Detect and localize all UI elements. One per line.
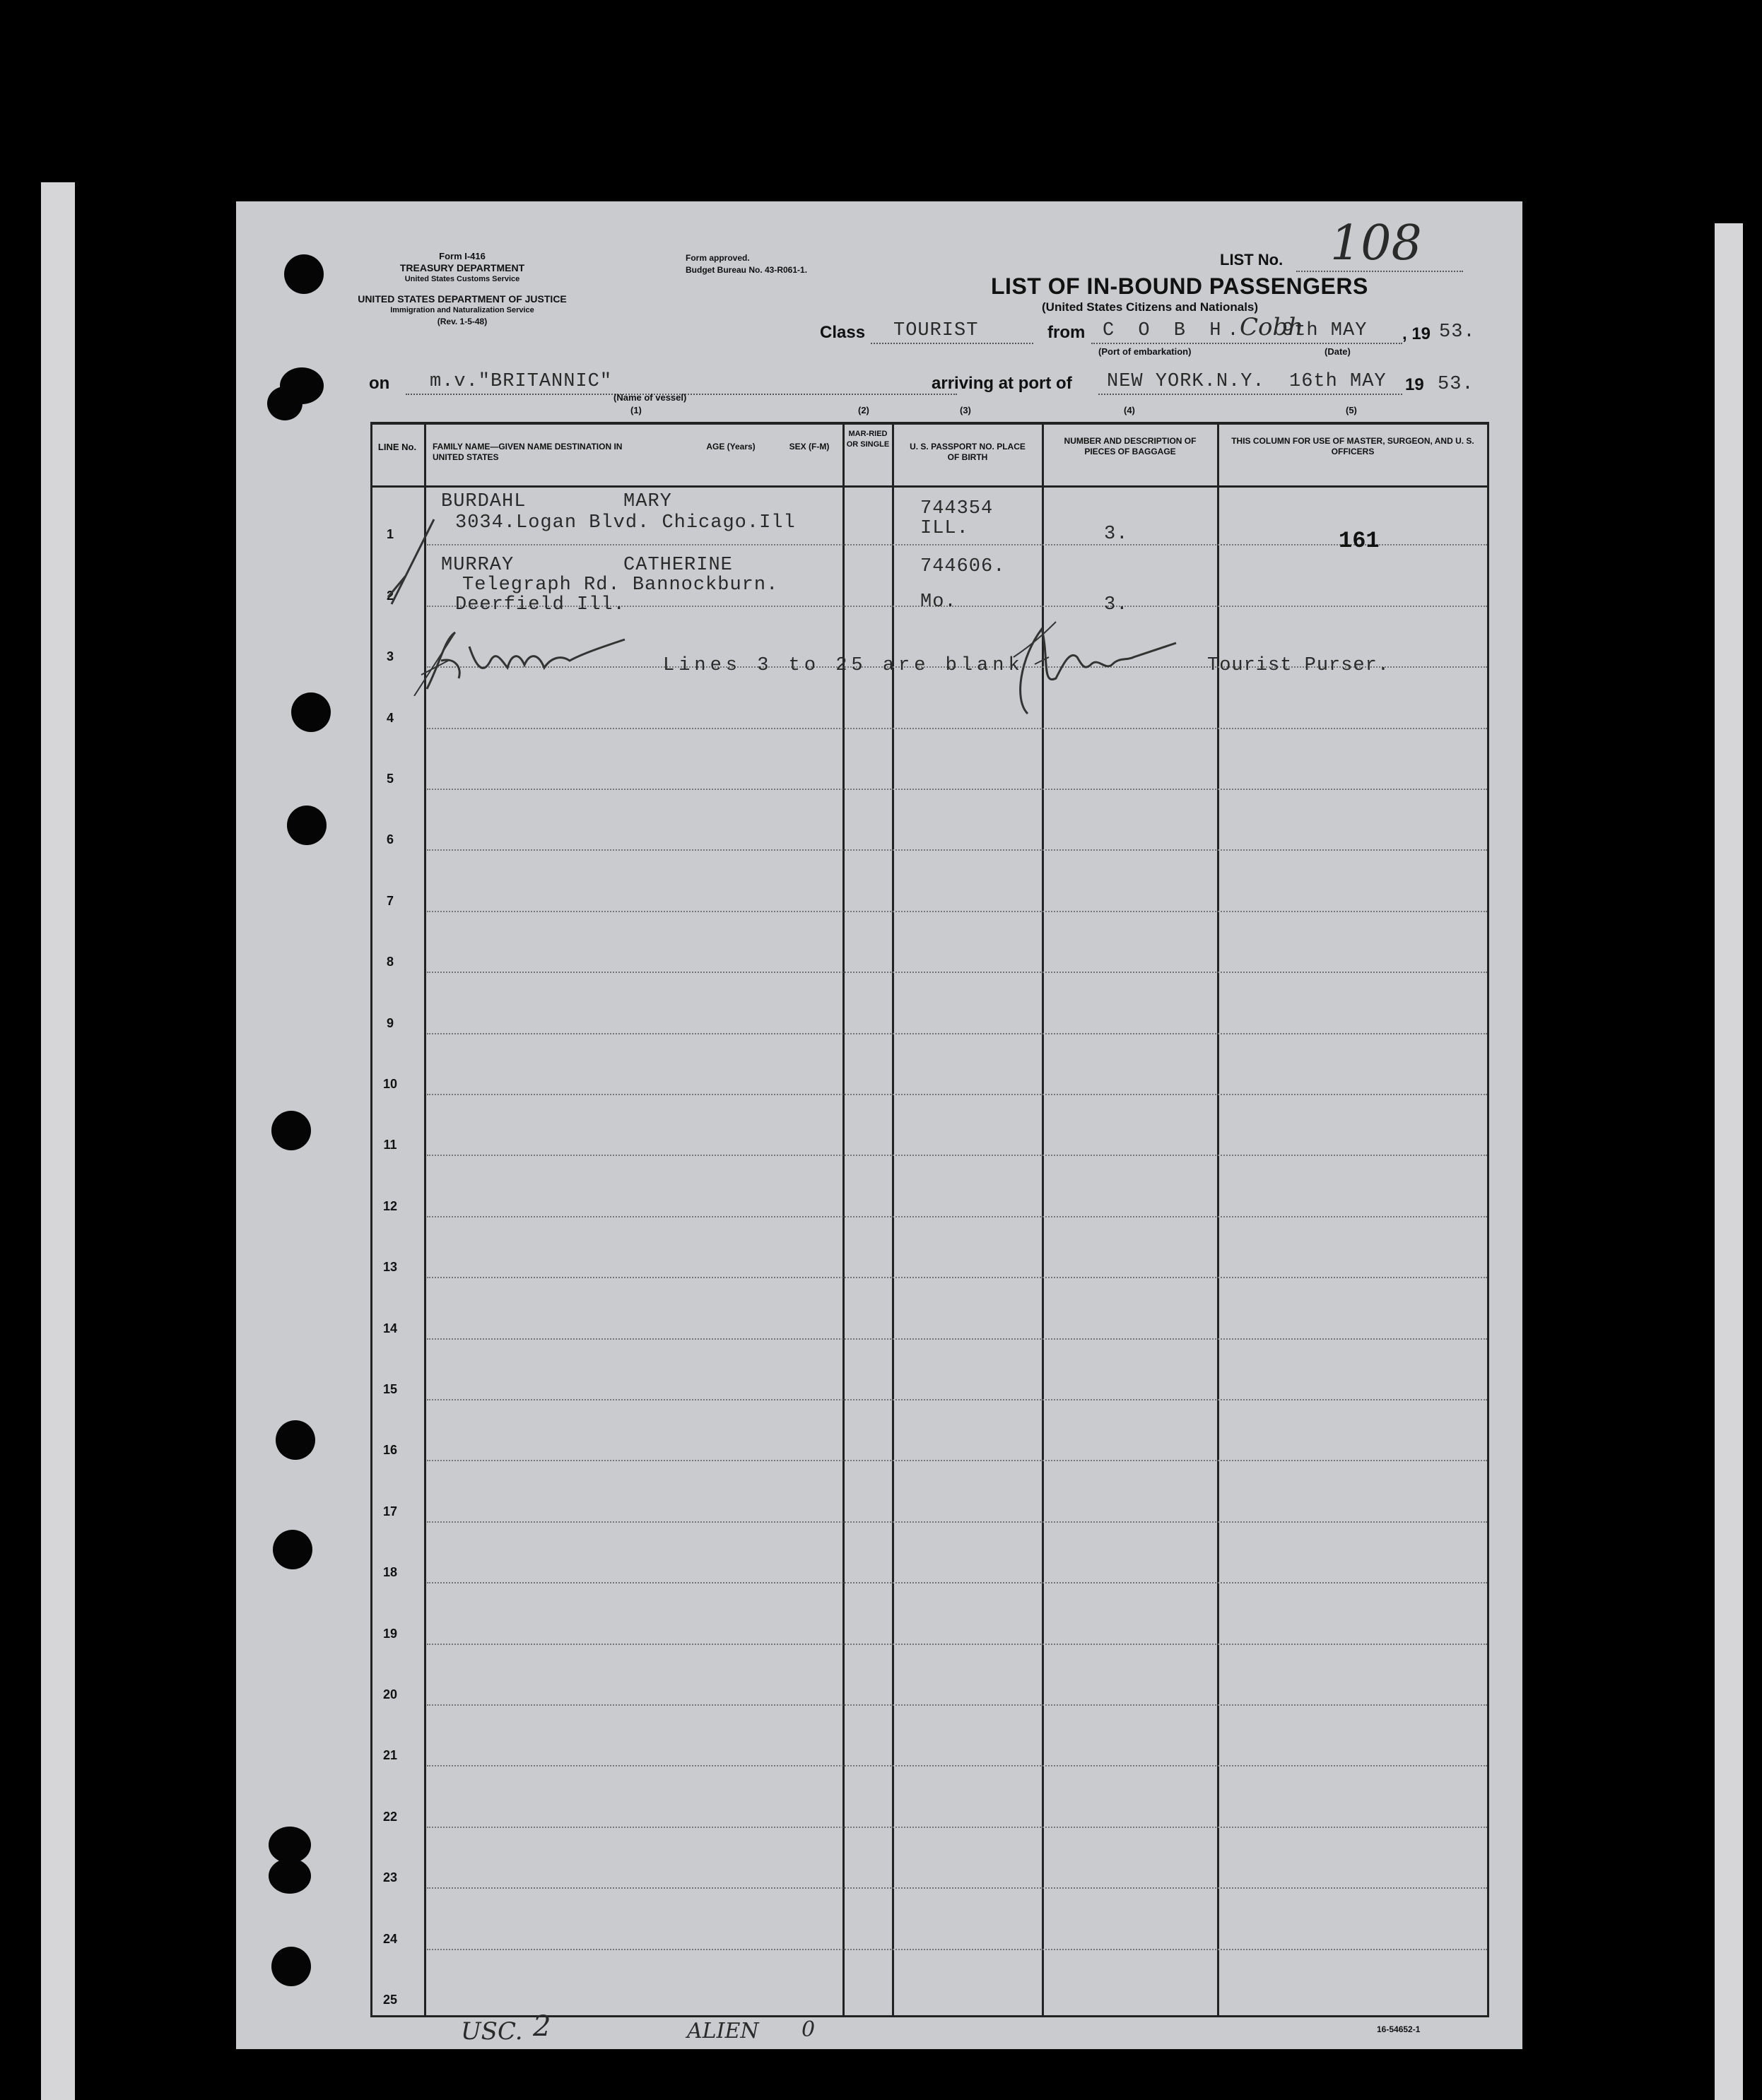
form-number: Form I-416 bbox=[439, 251, 486, 261]
row-divider bbox=[427, 1033, 1487, 1034]
passenger-2-passport: 744606. bbox=[920, 556, 1006, 577]
line-number: 24 bbox=[382, 1931, 398, 1946]
justice-department: UNITED STATES DEPARTMENT OF JUSTICE bbox=[358, 293, 567, 305]
vessel-name: m.v."BRITANNIC" bbox=[430, 371, 613, 392]
line-number: 14 bbox=[382, 1321, 398, 1335]
line-number: 13 bbox=[382, 1260, 398, 1275]
row-divider bbox=[427, 728, 1487, 729]
from-underline bbox=[1091, 343, 1402, 344]
header-baggage: NUMBER AND DESCRIPTION OF PIECES OF BAGGAGE bbox=[1064, 436, 1197, 456]
punch-hole bbox=[284, 254, 324, 294]
port-underline bbox=[1098, 394, 1402, 395]
arriving-label: arriving at port of bbox=[932, 374, 1072, 393]
line-number: 1 bbox=[386, 527, 394, 542]
row-divider bbox=[427, 1521, 1487, 1523]
print-code: 16-54652-1 bbox=[1377, 2024, 1421, 2034]
blank-lines-note: Lines 3 to 25 are blank bbox=[663, 655, 1024, 676]
treasury-department: TREASURY DEPARTMENT bbox=[399, 262, 525, 273]
line-number: 16 bbox=[382, 1443, 398, 1458]
row-divider bbox=[427, 1277, 1487, 1278]
line-number: 6 bbox=[386, 832, 394, 847]
film-strip-left bbox=[41, 182, 75, 2100]
passenger-list-page bbox=[236, 201, 1522, 2049]
line-number: 15 bbox=[382, 1382, 398, 1396]
footer-alien-label: ALIEN bbox=[687, 2019, 759, 2043]
punch-hole bbox=[291, 692, 331, 732]
officer-signature bbox=[992, 615, 1190, 721]
passenger-1-passport: 744354 bbox=[920, 498, 994, 519]
punch-hole bbox=[271, 1111, 311, 1150]
punch-hole bbox=[273, 1530, 312, 1569]
from-value: C O B H. bbox=[1103, 320, 1245, 341]
line-number: 25 bbox=[382, 1993, 398, 2007]
form-subtitle: (United States Citizens and Nationals) bbox=[1042, 300, 1259, 314]
line-number: 23 bbox=[382, 1870, 398, 1885]
header-line-no: LINE No. bbox=[377, 442, 417, 452]
line-number: 7 bbox=[386, 893, 394, 908]
line-number: 22 bbox=[382, 1809, 398, 1824]
line-number: 10 bbox=[382, 1077, 398, 1091]
justice-block bbox=[356, 293, 568, 327]
row-divider bbox=[427, 789, 1487, 790]
row-divider bbox=[427, 1582, 1487, 1583]
row-divider bbox=[427, 972, 1487, 973]
passenger-1-destination: 3034.Logan Blvd. Chicago.Ill bbox=[455, 512, 796, 533]
film-strip-right bbox=[1715, 223, 1743, 2100]
row-divider bbox=[427, 1094, 1487, 1095]
vessel-column-number: (1) bbox=[630, 405, 642, 415]
footer-alien-count: 0 bbox=[801, 2017, 816, 2042]
departure-date: 9th MAY bbox=[1282, 320, 1368, 341]
class-label: Class bbox=[820, 323, 866, 342]
line-number: 8 bbox=[386, 955, 394, 969]
passenger-2-destination-1: Telegraph Rd. Bannockburn. bbox=[462, 574, 779, 596]
line-number: 2 bbox=[386, 588, 394, 603]
row-divider bbox=[427, 1827, 1487, 1828]
purser-title: Tourist Purser. bbox=[1207, 655, 1390, 676]
line-number: 5 bbox=[386, 772, 394, 786]
row-divider bbox=[427, 1155, 1487, 1156]
line-number: 11 bbox=[383, 1138, 397, 1152]
table-right-border bbox=[1487, 422, 1489, 2017]
line-number: 19 bbox=[382, 1626, 398, 1641]
punch-hole bbox=[276, 1420, 315, 1460]
purser-signature bbox=[413, 618, 639, 696]
year-prefix: , 19 bbox=[1402, 324, 1431, 343]
line-number: 21 bbox=[382, 1748, 398, 1763]
header-name: FAMILY NAME—GIVEN NAME DESTINATION IN UNITED STATES bbox=[433, 442, 623, 462]
list-no-label: LIST No. bbox=[1220, 251, 1284, 269]
punch-hole bbox=[269, 1858, 311, 1894]
class-value: TOURIST bbox=[893, 320, 979, 341]
row-divider bbox=[427, 544, 1487, 545]
punch-hole bbox=[271, 1947, 311, 1986]
line-number: 12 bbox=[382, 1198, 398, 1213]
budget-bureau: Budget Bureau No. 43-R061-1. bbox=[686, 265, 808, 275]
row-divider bbox=[427, 1765, 1487, 1766]
form-approved: Form approved. bbox=[686, 253, 750, 263]
passenger-1-baggage: 3. bbox=[1104, 524, 1129, 545]
form-title: LIST OF IN-BOUND PASSENGERS bbox=[991, 273, 1368, 299]
row-divider bbox=[427, 1887, 1487, 1889]
header-married: MAR-RIED OR SINGLE bbox=[846, 430, 890, 449]
passenger-1-name: BURDAHL MARY bbox=[441, 491, 672, 512]
col-number-2: (2) bbox=[858, 405, 869, 415]
arrival-date: 16th MAY bbox=[1289, 371, 1387, 392]
passenger-2-name: MURRAY CATHERINE bbox=[441, 555, 733, 576]
passenger-1-birthplace: ILL. bbox=[920, 518, 969, 539]
footer-usc-count: 2 bbox=[533, 2010, 551, 2043]
on-label: on bbox=[369, 374, 390, 393]
row-divider bbox=[427, 1460, 1487, 1461]
row-divider bbox=[427, 1949, 1487, 1950]
header-passport: U. S. PASSPORT NO. PLACE OF BIRTH bbox=[910, 442, 1026, 462]
row-divider bbox=[427, 1399, 1487, 1400]
approval-block bbox=[686, 252, 807, 276]
customs-service: United States Customs Service bbox=[404, 275, 520, 283]
row-divider bbox=[427, 1338, 1487, 1340]
passenger-1-officer-note: 161 bbox=[1339, 528, 1380, 554]
punch-hole bbox=[287, 806, 327, 845]
line-number: 4 bbox=[386, 710, 394, 725]
passenger-2-baggage: 3. bbox=[1104, 594, 1129, 615]
row-divider bbox=[427, 911, 1487, 912]
line-number: 20 bbox=[382, 1687, 398, 1701]
row-divider bbox=[427, 1644, 1487, 1645]
col-number-5: (5) bbox=[1346, 405, 1357, 415]
line-number: 3 bbox=[386, 649, 394, 664]
header-sex: SEX (F-M) bbox=[789, 442, 830, 452]
check-mark bbox=[384, 512, 441, 611]
arrival-port: NEW YORK.N.Y. bbox=[1107, 371, 1265, 392]
class-underline bbox=[871, 343, 1033, 344]
vessel-caption: (Name of vessel) bbox=[613, 392, 687, 403]
ins-service: Immigration and Naturalization Service bbox=[390, 306, 534, 314]
form-header-block bbox=[342, 251, 582, 285]
arrival-year-value: 53. bbox=[1438, 374, 1474, 395]
date-caption: (Date) bbox=[1325, 346, 1351, 357]
year-value: 53. bbox=[1439, 322, 1476, 343]
punch-hole bbox=[267, 387, 303, 420]
col-number-3: (3) bbox=[960, 405, 971, 415]
header-officers: THIS COLUMN FOR USE OF MASTER, SURGEON, AND U. S. OFFICERS bbox=[1231, 436, 1474, 456]
row-divider bbox=[427, 1216, 1487, 1217]
list-no-value: 108 bbox=[1330, 216, 1422, 271]
header-age: AGE (Years) bbox=[706, 442, 756, 452]
header-bottom-border bbox=[370, 485, 1487, 488]
table-top-border bbox=[370, 422, 1487, 425]
line-number: 18 bbox=[382, 1565, 398, 1580]
row-divider bbox=[427, 849, 1487, 851]
cobh-handwritten: Cobh bbox=[1240, 313, 1304, 341]
line-number: 9 bbox=[386, 1015, 394, 1030]
port-caption: (Port of embarkation) bbox=[1098, 346, 1192, 357]
passenger-2-destination-2: Deerfield Ill. bbox=[455, 594, 625, 615]
passenger-2-birthplace: Mo. bbox=[920, 591, 957, 613]
footer-usc-label: USC. bbox=[461, 2017, 523, 2046]
revision: (Rev. 1-5-48) bbox=[437, 317, 488, 326]
from-label: from bbox=[1047, 323, 1086, 342]
arrival-year-prefix: 19 bbox=[1405, 375, 1424, 394]
col-number-4: (4) bbox=[1124, 405, 1135, 415]
line-number: 17 bbox=[382, 1504, 398, 1518]
row-divider bbox=[427, 1704, 1487, 1706]
